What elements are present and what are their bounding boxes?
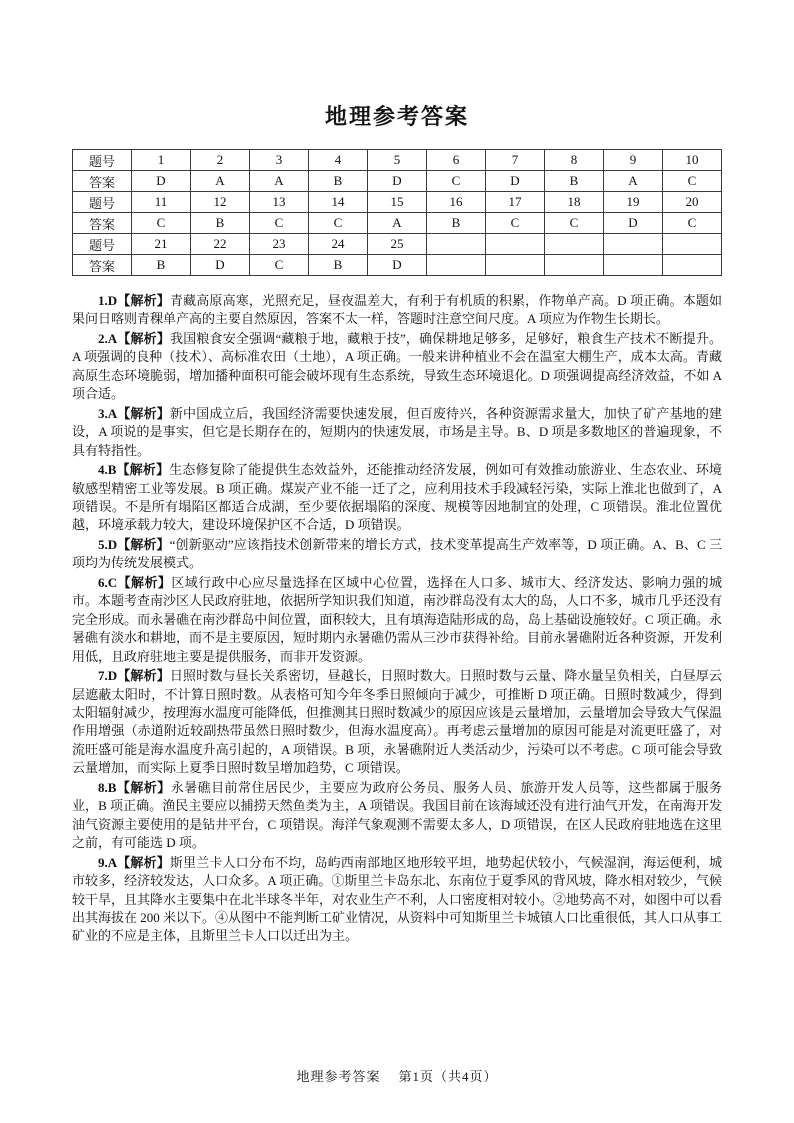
footer-page-number: 第1页（共4页） <box>398 1069 498 1084</box>
answer-cell: D <box>368 171 427 192</box>
answer-cell: B <box>309 171 368 192</box>
answer-table-body <box>73 150 722 276</box>
answer-cell: A <box>368 213 427 234</box>
question-number-cell: 21 <box>132 234 191 255</box>
question-number-cell: 13 <box>250 192 309 213</box>
answer-cell: C <box>250 255 309 276</box>
question-number-cell: 23 <box>250 234 309 255</box>
answer-cell: A <box>250 171 309 192</box>
answer-cell: C <box>663 213 722 234</box>
footer-doc-title: 地理参考答案 <box>296 1069 381 1084</box>
question-number-cell: 6 <box>427 150 486 171</box>
explanation-paragraph <box>72 330 722 404</box>
answer-cell: B <box>132 255 191 276</box>
question-number-cell <box>604 234 663 255</box>
explanation-prefix: 2.A【解析】 <box>98 330 171 346</box>
question-number-cell: 7 <box>486 150 545 171</box>
page-footer <box>0 1066 794 1085</box>
row-label-cell: 答案 <box>73 171 132 192</box>
explanation-paragraph <box>72 574 722 666</box>
explanation-prefix: 3.A【解析】 <box>98 405 170 421</box>
explanation-text: 斯里兰卡人口分布不均，岛屿西南部地区地形较平坦，地势起伏较小，气候湿润，海运便利，城市较多，经济较发达，人口众多。A 项正确。①斯里兰卡岛东北、东南位于夏季风的背风坡，降水相对较少，气候较干旱，且其降水主要集中在北半球冬半年，对农业生产不利，人口密度相对较小。②地势高不对，如图中可以看出其海拔在 200 米以下。④从图中不能判断工矿业情况，从资料中可知斯里兰卡城镇人口比重很低，其人口从事工矿业的不应是主体，且斯里兰卡人口以迁出为主。 <box>72 854 723 944</box>
answer-cell: B <box>545 171 604 192</box>
explanations-section <box>72 292 722 946</box>
answer-cell: C <box>309 213 368 234</box>
answer-cell: B <box>309 255 368 276</box>
explanation-paragraph <box>72 854 722 946</box>
explanation-text: 永暑礁目前常住居民少，主要应为政府公务员、服务人员、旅游开发人员等，这些都属于服务业，B 项正确。渔民主要应以捕捞天然鱼类为主，A 项错误。我国目前在该海域还没有进行油气开发，在南海开发油气资源主要使用的是钻井平台，C 项错误。海洋气象观测不需要太多人，D 项错误，在区人民政府驻地选在这里之前，有可能选 D 项。 <box>72 779 722 851</box>
answer-cell: A <box>604 171 663 192</box>
explanation-paragraph <box>72 536 722 573</box>
explanation-text: 区域行政中心应尽量选择在区域中心位置，选择在人口多、城市大、经济发达、影响力强的城市。本题考查南沙区人民政府驻地，依据所学知识我们知道，南沙群岛没有太大的岛，人口不多，城市几乎还没有完全形成。而永暑礁在南沙群岛中间位置，面积较大，且有填海造陆形成的岛，岛上基础设施较好。C 项正确。永暑礁有淡水和耕地，而不是主要原因，短时期内永暑礁仍需从三沙市获得补给。目前永暑礁附近各种资源，开发利用低，且政府驻地主要是提供服务，而非开发资源。 <box>72 574 723 664</box>
explanation-prefix: 4.B【解析】 <box>98 462 170 478</box>
explanation-prefix: 6.C【解析】 <box>98 574 172 590</box>
question-number-cell: 17 <box>486 192 545 213</box>
answer-cell: C <box>250 213 309 234</box>
explanation-prefix: 1.D【解析】 <box>98 293 170 308</box>
explanation-paragraph <box>72 461 722 535</box>
question-number-cell: 4 <box>309 150 368 171</box>
question-number-cell: 5 <box>368 150 427 171</box>
answer-cell: A <box>191 171 250 192</box>
question-number-cell: 12 <box>191 192 250 213</box>
answer-cell: C <box>427 171 486 192</box>
question-number-cell: 18 <box>545 192 604 213</box>
answer-table-row <box>73 150 722 171</box>
question-number-cell: 10 <box>663 150 722 171</box>
explanation-prefix: 5.D【解析】 <box>98 536 170 552</box>
answer-table-row <box>73 234 722 255</box>
question-number-cell: 14 <box>309 192 368 213</box>
question-number-cell <box>663 234 722 255</box>
answer-cell: D <box>486 171 545 192</box>
question-number-cell: 2 <box>191 150 250 171</box>
answer-cell <box>663 255 722 276</box>
explanation-text: 生态修复除了能提供生态效益外，还能推动经济发展，例如可有效推动旅游业、生态农业、环境敏感型精密工业等发展。B 项正确。煤炭产业不能一迁了之，应利用技术手段减轻污染，实际上淮北也做到了，A 项错误。不是所有塌陷区都适合成湖，至少要依据塌陷的深度、规模等因地制宜的处理，C 项错误。淮北位置优越，环境承载力较大，建设环境保护区不合适，D 项错误。 <box>72 462 722 533</box>
question-number-cell: 9 <box>604 150 663 171</box>
question-number-cell: 25 <box>368 234 427 255</box>
answer-cell: C <box>663 171 722 192</box>
question-number-cell <box>427 234 486 255</box>
question-number-cell <box>545 234 604 255</box>
explanation-prefix: 8.B【解析】 <box>98 779 171 795</box>
answer-table <box>72 149 722 276</box>
row-label-cell: 题号 <box>73 150 132 171</box>
answer-cell: D <box>604 213 663 234</box>
explanation-paragraph <box>72 779 722 853</box>
explanation-paragraph <box>72 292 722 329</box>
answer-cell: D <box>132 171 191 192</box>
row-label-cell: 答案 <box>73 213 132 234</box>
explanation-paragraph <box>72 667 722 778</box>
explanation-prefix: 7.D【解析】 <box>98 668 170 684</box>
answer-cell: C <box>486 213 545 234</box>
explanation-text: 我国粮食安全强调“藏粮于地，藏粮于技”，确保耕地足够多，足够好，粮食生产技术不断提升。A 项强调的良种（技术）、高标准农田（土地），A 项正确。一般来讲种植业不会在温室大棚生产，成本太高。青藏高原生态环境脆弱，增加播种面积可能会破坏现有生态系统，导致生态环境退化。D 项强调提高经济效益，不如 A 项合适。 <box>72 330 723 402</box>
answer-cell: D <box>368 255 427 276</box>
answer-cell: C <box>545 213 604 234</box>
explanation-text: 日照时数与昼长关系密切，昼越长，日照时数大。日照时数与云量、降水量呈负相关，白昼厚云层遮蔽太阳时，不计算日照时数。从表格可知今年冬季日照倾向于减少，可推断 D 项正确。日照时数减少，得到太阳辐射减少，按理海水温度可能降低，但推测其日照时数减少的原因应该是云量增加，云量增加会导致大气保温作用增强（赤道附近较副热带虽然日照时数少，但海水温度高）。再考虑云量增加的原因可能是对流更旺盛了，对流旺盛可能是海水温度升高引起的，A 项错误。B 项，永暑礁附近人类活动少，污染可以不考虑。C 项可能会导致云量增加，而实际上夏季日照时数呈增加趋势，C 项错误。 <box>72 668 723 776</box>
explanation-text: 青藏高原高寒，光照充足，昼夜温差大，有利于有机质的积累，作物单产高。D 项正确。本题如果问日喀则青稞单产高的主要自然原因，答案不太一样，答题时注意空间尺度。A 项应为作物生长期长。 <box>72 293 723 327</box>
row-label-cell: 题号 <box>73 192 132 213</box>
explanation-text: 新中国成立后，我国经济需要快速发展，但百废待兴，各种资源需求量大，加快了矿产基地的建设，A 项说的是事实，但它是长期存在的，短期内的快速发展，市场是主导。B、D 项是多数地区的普遍现象，不具有特指性。 <box>72 405 722 458</box>
answer-table-row <box>73 255 722 276</box>
answer-table-row <box>73 171 722 192</box>
answer-cell <box>486 255 545 276</box>
answer-cell: B <box>427 213 486 234</box>
explanation-paragraph <box>72 405 722 460</box>
answer-cell: D <box>191 255 250 276</box>
answer-cell <box>427 255 486 276</box>
answer-table-row <box>73 192 722 213</box>
question-number-cell: 15 <box>368 192 427 213</box>
explanation-prefix: 9.A【解析】 <box>98 854 170 870</box>
question-number-cell: 16 <box>427 192 486 213</box>
row-label-cell: 题号 <box>73 234 132 255</box>
question-number-cell <box>486 234 545 255</box>
row-label-cell: 答案 <box>73 255 132 276</box>
question-number-cell: 22 <box>191 234 250 255</box>
question-number-cell: 20 <box>663 192 722 213</box>
question-number-cell: 1 <box>132 150 191 171</box>
question-number-cell: 19 <box>604 192 663 213</box>
question-number-cell: 24 <box>309 234 368 255</box>
page-title: 地理参考答案 <box>324 104 469 129</box>
question-number-cell: 8 <box>545 150 604 171</box>
answer-cell: C <box>132 213 191 234</box>
answer-cell: B <box>191 213 250 234</box>
question-number-cell: 3 <box>250 150 309 171</box>
answer-cell <box>604 255 663 276</box>
question-number-cell: 11 <box>132 192 191 213</box>
answer-table-row <box>73 213 722 234</box>
answer-cell <box>545 255 604 276</box>
explanation-text: “创新驱动”应该指技术创新带来的增长方式，技术变革提高生产效率等，D 项正确。A、B、C 三项均为传统发展模式。 <box>72 536 722 571</box>
